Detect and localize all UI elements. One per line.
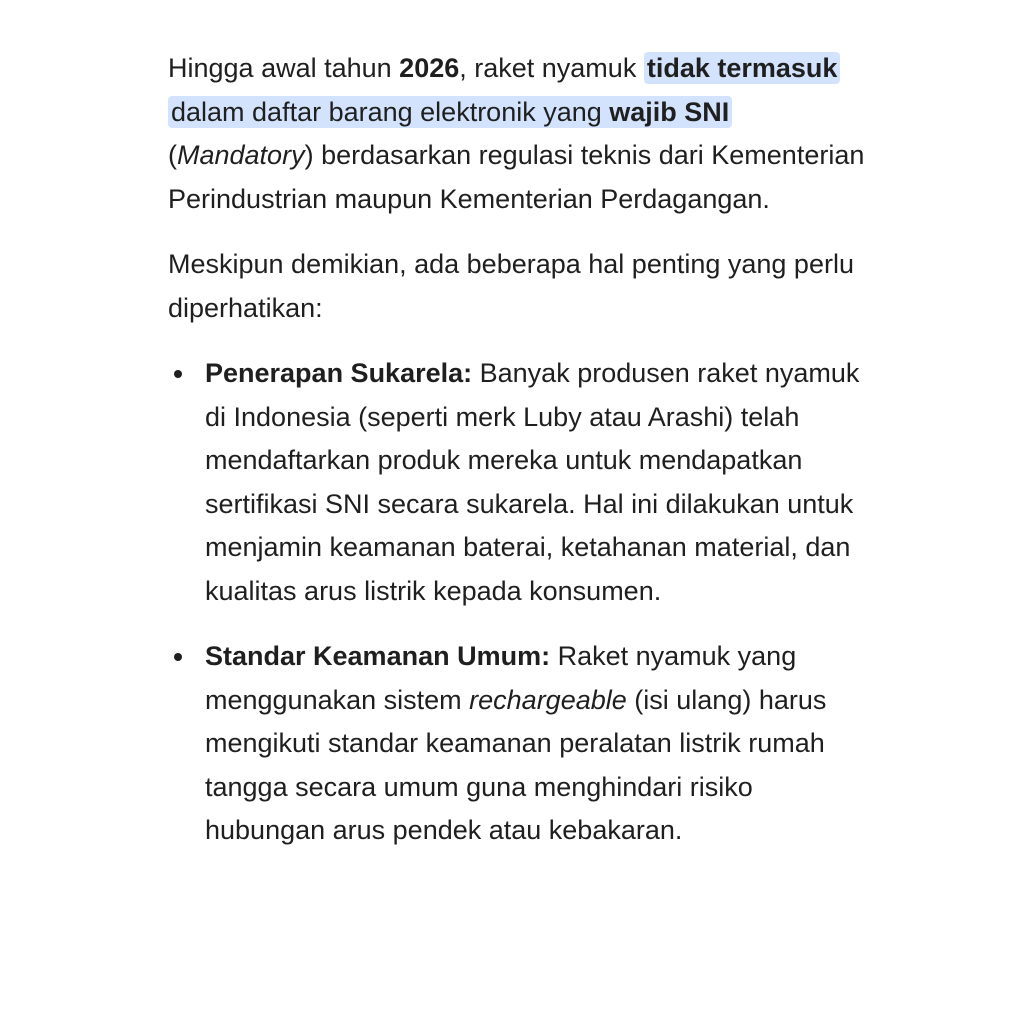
- highlight-middle: dalam daftar barang elektronik yang: [171, 96, 610, 127]
- lead-paragraph: Meskipun demikian, ada beberapa hal penting yang perlu diperhatikan:: [168, 249, 854, 323]
- list-item-text-2: (isi ulang) harus mengikuti standar keamanan peralatan listrik rumah tangga secara umum guna menghindari risiko hubungan arus pendek atau kebakaran.: [205, 684, 827, 845]
- rechargeable-italic: rechargeable: [469, 684, 627, 715]
- intro-text-1: Hingga awal tahun: [168, 53, 400, 83]
- response-content: [168, 47, 868, 853]
- intro-text-2: , raket nyamuk: [459, 53, 644, 83]
- list-item: [168, 352, 868, 613]
- list-item-text: Banyak produsen raket nyamuk di Indonesia (seperti merk Luby atau Arashi) telah mendaftarkan produk mereka untuk mendapatkan sertifikasi SNI secara sukarela. Hal ini dilakukan untuk menjamin keamanan baterai, ketahanan material, dan kualitas arus listrik kepada konsumen.: [205, 358, 860, 606]
- bullet-list: [168, 352, 868, 853]
- mandatory-italic: Mandatory: [177, 140, 305, 170]
- intro-paragraph: [168, 47, 868, 221]
- bullet-icon: [174, 370, 182, 378]
- intro-text-5: ) berdasarkan regulasi teknis dari Kementerian Perindustrian maupun Kementerian Perdagangan.: [168, 140, 865, 214]
- bullet-icon: [174, 653, 182, 661]
- list-item: [168, 635, 868, 853]
- highlight-bold-start: tidak termasuk: [646, 53, 838, 83]
- list-item-text-1: Raket nyamuk yang menggunakan sistem: [205, 641, 797, 715]
- year-bold: 2026: [399, 53, 460, 83]
- list-item-title: Standar Keamanan Umum:: [205, 641, 551, 671]
- intro-text-4: (: [168, 140, 177, 170]
- list-item-title: Penerapan Sukarela:: [205, 358, 473, 388]
- highlight-bold-end: wajib SNI: [609, 96, 730, 127]
